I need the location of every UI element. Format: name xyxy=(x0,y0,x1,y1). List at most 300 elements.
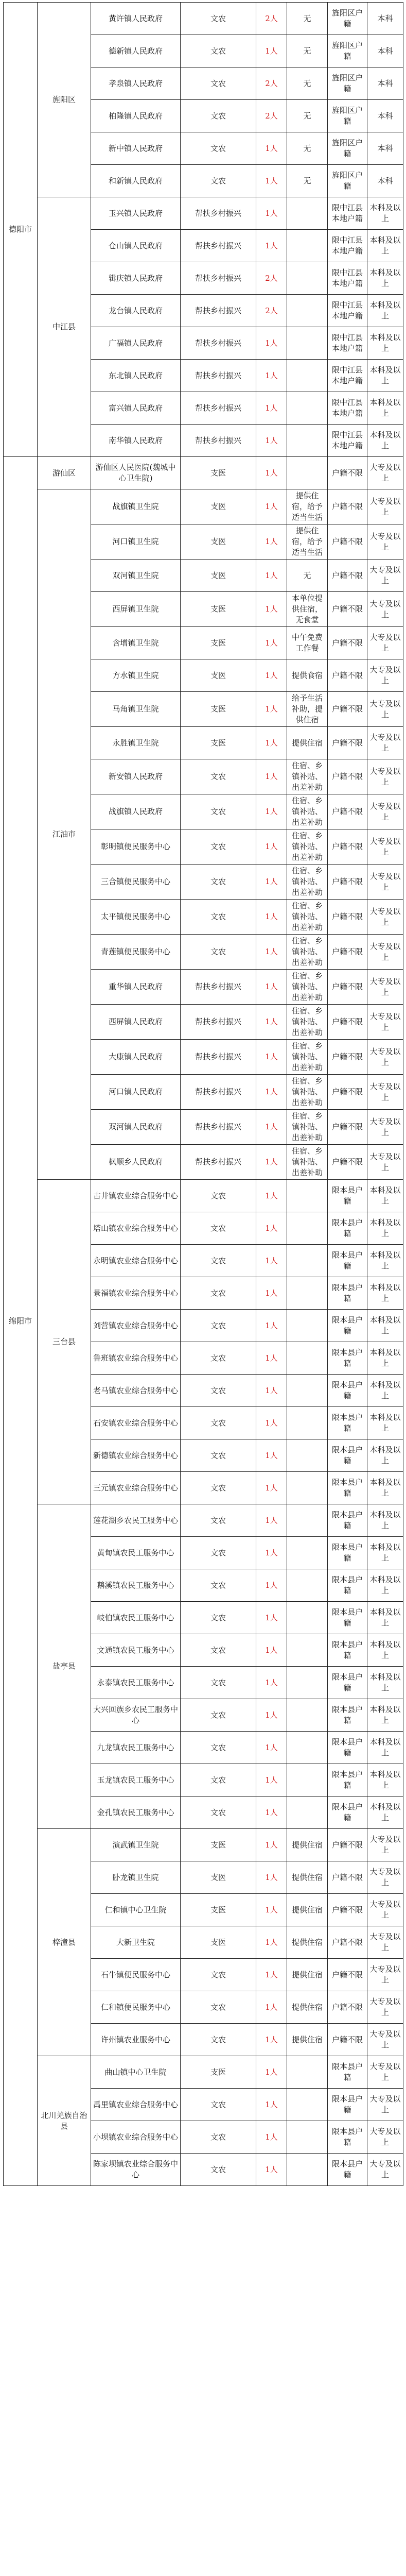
county-cell: 梓潼县 xyxy=(38,1829,91,2056)
treatment-cell: 住宿、乡镇补贴、出差补助 xyxy=(287,935,328,970)
treatment-cell xyxy=(287,1245,328,1277)
education-cell: 本科及以上 xyxy=(367,1407,403,1439)
education-cell: 本科 xyxy=(367,67,403,100)
education-cell: 大专及以上 xyxy=(367,1959,403,1991)
treatment-cell: 提供住宿，给予适当生活 xyxy=(287,524,328,560)
unit-cell: 广福镇人民政府 xyxy=(91,327,181,360)
education-cell: 大专及以上 xyxy=(367,935,403,970)
education-cell: 本科及以上 xyxy=(367,1375,403,1407)
count-cell: 1人 xyxy=(256,1040,287,1075)
unit-cell: 双河镇人民政府 xyxy=(91,1110,181,1145)
education-cell: 大专及以上 xyxy=(367,1075,403,1110)
count-cell: 1人 xyxy=(256,1732,287,1764)
hukou-cell: 户籍不限 xyxy=(328,1040,367,1075)
count-cell: 1人 xyxy=(256,1764,287,1797)
count-cell: 1人 xyxy=(256,524,287,560)
treatment-cell: 住宿、乡镇补贴、出差补助 xyxy=(287,1005,328,1040)
education-cell: 本科及以上 xyxy=(367,425,403,457)
hukou-cell: 限中江县本地户籍 xyxy=(328,327,367,360)
treatment-cell: 无 xyxy=(287,3,328,35)
unit-cell: 三合镇便民服务中心 xyxy=(91,865,181,900)
hukou-cell: 户籍不限 xyxy=(328,524,367,560)
education-cell: 本科及以上 xyxy=(367,1212,403,1245)
education-cell: 大专及以上 xyxy=(367,659,403,692)
post-type-cell: 文农 xyxy=(181,1991,256,2024)
post-type-cell: 支医 xyxy=(181,1861,256,1894)
count-cell: 1人 xyxy=(256,865,287,900)
count-cell: 1人 xyxy=(256,794,287,829)
unit-cell: 青莲镇便民服务中心 xyxy=(91,935,181,970)
hukou-cell: 限本县户籍 xyxy=(328,2056,367,2089)
education-cell: 大专及以上 xyxy=(367,865,403,900)
table-row xyxy=(4,1180,403,1212)
unit-cell: 小坝镇农业综合服务中心 xyxy=(91,2121,181,2154)
unit-cell: 演武镇卫生院 xyxy=(91,1829,181,1861)
hukou-cell: 限本县户籍 xyxy=(328,1439,367,1472)
count-cell: 1人 xyxy=(256,1472,287,1504)
hukou-cell: 限本县户籍 xyxy=(328,1537,367,1569)
post-type-cell: 文农 xyxy=(181,1569,256,1602)
post-type-cell: 文农 xyxy=(181,1959,256,1991)
education-cell: 本科及以上 xyxy=(367,1537,403,1569)
unit-cell: 新中镇人民政府 xyxy=(91,132,181,165)
unit-cell: 新安镇人民政府 xyxy=(91,759,181,794)
post-type-cell: 支医 xyxy=(181,627,256,659)
hukou-cell: 限本县户籍 xyxy=(328,2089,367,2121)
education-cell: 本科 xyxy=(367,165,403,197)
education-cell: 大专及以上 xyxy=(367,1040,403,1075)
unit-cell: 含增镇卫生院 xyxy=(91,627,181,659)
unit-cell: 西屏镇人民政府 xyxy=(91,1005,181,1040)
post-type-cell: 文农 xyxy=(181,865,256,900)
unit-cell: 刘营镇农业综合服务中心 xyxy=(91,1310,181,1342)
post-type-cell: 帮扶乡村振兴 xyxy=(181,295,256,327)
count-cell: 1人 xyxy=(256,165,287,197)
treatment-cell: 住宿、乡镇补贴、出差补助 xyxy=(287,794,328,829)
treatment-cell xyxy=(287,262,328,295)
post-type-cell: 文农 xyxy=(181,1342,256,1375)
hukou-cell: 限本县户籍 xyxy=(328,1667,367,1699)
count-cell: 1人 xyxy=(256,1145,287,1180)
treatment-cell: 提供住宿 xyxy=(287,1829,328,1861)
hukou-cell: 限本县户籍 xyxy=(328,1602,367,1634)
post-type-cell: 文农 xyxy=(181,1764,256,1797)
hukou-cell: 户籍不限 xyxy=(328,1861,367,1894)
post-type-cell: 支医 xyxy=(181,1894,256,1926)
treatment-cell: 给予生活补助，提供住宿 xyxy=(287,692,328,727)
treatment-cell: 本单位提供住宿，无食堂 xyxy=(287,592,328,627)
hukou-cell: 户籍不限 xyxy=(328,1926,367,1959)
post-type-cell: 支医 xyxy=(181,489,256,524)
education-cell: 本科及以上 xyxy=(367,327,403,360)
education-cell: 本科 xyxy=(367,35,403,67)
education-cell: 本科及以上 xyxy=(367,1797,403,1829)
post-type-cell: 文农 xyxy=(181,1439,256,1472)
education-cell: 本科 xyxy=(367,3,403,35)
unit-cell: 永泰镇农民工服务中心 xyxy=(91,1667,181,1699)
count-cell: 1人 xyxy=(256,1277,287,1310)
hukou-cell: 户籍不限 xyxy=(328,865,367,900)
table-row xyxy=(4,457,403,489)
post-type-cell: 文农 xyxy=(181,1375,256,1407)
unit-cell: 石牛镇便民服务中心 xyxy=(91,1959,181,1991)
unit-cell: 东北镇人民政府 xyxy=(91,360,181,392)
unit-cell: 莲花湖乡农民工服务中心 xyxy=(91,1504,181,1537)
treatment-cell xyxy=(287,197,328,230)
count-cell: 1人 xyxy=(256,327,287,360)
treatment-cell xyxy=(287,1732,328,1764)
treatment-cell xyxy=(287,2089,328,2121)
county-cell: 北川羌族自治县 xyxy=(38,2056,91,2186)
post-type-cell: 帮扶乡村振兴 xyxy=(181,1075,256,1110)
hukou-cell: 户籍不限 xyxy=(328,560,367,592)
post-type-cell: 文农 xyxy=(181,1667,256,1699)
hukou-cell: 限本县户籍 xyxy=(328,2121,367,2154)
count-cell: 1人 xyxy=(256,2121,287,2154)
city-cell: 德阳市 xyxy=(4,3,38,457)
post-type-cell: 文农 xyxy=(181,1407,256,1439)
county-cell: 三台县 xyxy=(38,1180,91,1504)
hukou-cell: 限本县户籍 xyxy=(328,1407,367,1439)
education-cell: 大专及以上 xyxy=(367,524,403,560)
count-cell: 1人 xyxy=(256,1991,287,2024)
unit-cell: 仁和镇便民服务中心 xyxy=(91,1991,181,2024)
treatment-cell xyxy=(287,1439,328,1472)
hukou-cell: 户籍不限 xyxy=(328,1005,367,1040)
hukou-cell: 限中江县本地户籍 xyxy=(328,262,367,295)
hukou-cell: 户籍不限 xyxy=(328,970,367,1005)
unit-cell: 文通镇农民工服务中心 xyxy=(91,1634,181,1667)
treatment-cell xyxy=(287,1634,328,1667)
education-cell: 本科及以上 xyxy=(367,1342,403,1375)
count-cell: 1人 xyxy=(256,970,287,1005)
unit-cell: 游仙区人民医院(魏城中心卫生院) xyxy=(91,457,181,489)
unit-cell: 九龙镇农民工服务中心 xyxy=(91,1732,181,1764)
table-row xyxy=(4,197,403,230)
post-type-cell: 文农 xyxy=(181,1602,256,1634)
treatment-cell: 无 xyxy=(287,35,328,67)
education-cell: 本科及以上 xyxy=(367,1764,403,1797)
hukou-cell: 户籍不限 xyxy=(328,1075,367,1110)
count-cell: 1人 xyxy=(256,1110,287,1145)
treatment-cell xyxy=(287,1180,328,1212)
unit-cell: 新德镇农业综合服务中心 xyxy=(91,1439,181,1472)
post-type-cell: 支医 xyxy=(181,524,256,560)
education-cell: 本科及以上 xyxy=(367,1439,403,1472)
unit-cell: 河口镇人民政府 xyxy=(91,1075,181,1110)
treatment-cell: 提供住宿 xyxy=(287,1991,328,2024)
treatment-cell: 住宿、乡镇补贴、出差补助 xyxy=(287,900,328,935)
table-row xyxy=(4,3,403,35)
count-cell: 1人 xyxy=(256,1075,287,1110)
post-type-cell: 支医 xyxy=(181,2056,256,2089)
unit-cell: 许州镇农业服务中心 xyxy=(91,2024,181,2056)
hukou-cell: 户籍不限 xyxy=(328,627,367,659)
hukou-cell: 限本县户籍 xyxy=(328,1310,367,1342)
count-cell: 2人 xyxy=(256,262,287,295)
unit-cell: 石安镇农业综合服务中心 xyxy=(91,1407,181,1439)
treatment-cell: 提供住宿 xyxy=(287,1861,328,1894)
treatment-cell: 提供住宿 xyxy=(287,727,328,759)
education-cell: 本科及以上 xyxy=(367,1699,403,1732)
post-type-cell: 文农 xyxy=(181,1699,256,1732)
education-cell: 大专及以上 xyxy=(367,627,403,659)
hukou-cell: 户籍不限 xyxy=(328,1145,367,1180)
hukou-cell: 户籍不限 xyxy=(328,592,367,627)
count-cell: 1人 xyxy=(256,1634,287,1667)
education-cell: 本科及以上 xyxy=(367,295,403,327)
table-row xyxy=(4,2056,403,2089)
treatment-cell: 住宿、乡镇补贴、出差补助 xyxy=(287,1040,328,1075)
unit-cell: 塔山镇农业综合服务中心 xyxy=(91,1212,181,1245)
hukou-cell: 限本县户籍 xyxy=(328,1797,367,1829)
education-cell: 大专及以上 xyxy=(367,1894,403,1926)
county-cell: 旌阳区 xyxy=(38,3,91,197)
treatment-cell xyxy=(287,360,328,392)
post-type-cell: 文农 xyxy=(181,1504,256,1537)
post-type-cell: 文农 xyxy=(181,1732,256,1764)
unit-cell: 岐伯镇农民工服务中心 xyxy=(91,1602,181,1634)
hukou-cell: 限中江县本地户籍 xyxy=(328,295,367,327)
treatment-cell xyxy=(287,1342,328,1375)
count-cell: 1人 xyxy=(256,197,287,230)
hukou-cell: 限本县户籍 xyxy=(328,2154,367,2186)
unit-cell: 老马镇农业综合服务中心 xyxy=(91,1375,181,1407)
post-type-cell: 文农 xyxy=(181,3,256,35)
education-cell: 大专及以上 xyxy=(367,2154,403,2186)
unit-cell: 大康镇人民政府 xyxy=(91,1040,181,1075)
education-cell: 本科及以上 xyxy=(367,360,403,392)
treatment-cell: 无 xyxy=(287,560,328,592)
education-cell: 大专及以上 xyxy=(367,489,403,524)
hukou-cell: 限中江县本地户籍 xyxy=(328,360,367,392)
education-cell: 本科 xyxy=(367,132,403,165)
count-cell: 1人 xyxy=(256,230,287,262)
count-cell: 1人 xyxy=(256,560,287,592)
post-type-cell: 帮扶乡村振兴 xyxy=(181,197,256,230)
treatment-cell: 住宿、乡镇补贴、出差补助 xyxy=(287,865,328,900)
count-cell: 1人 xyxy=(256,425,287,457)
hukou-cell: 旌阳区户籍 xyxy=(328,132,367,165)
post-type-cell: 文农 xyxy=(181,2089,256,2121)
unit-cell: 鲁班镇农业综合服务中心 xyxy=(91,1342,181,1375)
unit-cell: 龙台镇人民政府 xyxy=(91,295,181,327)
treatment-cell xyxy=(287,1472,328,1504)
hukou-cell: 户籍不限 xyxy=(328,489,367,524)
education-cell: 本科及以上 xyxy=(367,197,403,230)
count-cell: 1人 xyxy=(256,2024,287,2056)
hukou-cell: 限本县户籍 xyxy=(328,1699,367,1732)
education-cell: 大专及以上 xyxy=(367,1861,403,1894)
count-cell: 1人 xyxy=(256,1537,287,1569)
treatment-cell: 提供住宿 xyxy=(287,1894,328,1926)
education-cell: 大专及以上 xyxy=(367,2024,403,2056)
hukou-cell: 限中江县本地户籍 xyxy=(328,230,367,262)
unit-cell: 枫顺乡人民政府 xyxy=(91,1145,181,1180)
unit-cell: 太平镇便民服务中心 xyxy=(91,900,181,935)
unit-cell: 柏隆镇人民政府 xyxy=(91,100,181,132)
count-cell: 1人 xyxy=(256,1504,287,1537)
count-cell: 1人 xyxy=(256,1342,287,1375)
hukou-cell: 限本县户籍 xyxy=(328,1634,367,1667)
education-cell: 大专及以上 xyxy=(367,2056,403,2089)
county-cell: 盐亭县 xyxy=(38,1504,91,1829)
post-type-cell: 文农 xyxy=(181,1180,256,1212)
education-cell: 大专及以上 xyxy=(367,759,403,794)
unit-cell: 马角镇卫生院 xyxy=(91,692,181,727)
treatment-cell: 提供住宿 xyxy=(287,2024,328,2056)
treatment-cell: 无 xyxy=(287,165,328,197)
post-type-cell: 支医 xyxy=(181,692,256,727)
treatment-cell xyxy=(287,1212,328,1245)
count-cell: 1人 xyxy=(256,1797,287,1829)
treatment-cell xyxy=(287,2154,328,2186)
hukou-cell: 户籍不限 xyxy=(328,900,367,935)
count-cell: 1人 xyxy=(256,1667,287,1699)
treatment-cell: 无 xyxy=(287,100,328,132)
post-type-cell: 文农 xyxy=(181,35,256,67)
education-cell: 本科及以上 xyxy=(367,1310,403,1342)
education-cell: 本科及以上 xyxy=(367,1504,403,1537)
post-type-cell: 支医 xyxy=(181,1926,256,1959)
count-cell: 1人 xyxy=(256,489,287,524)
unit-cell: 玉兴镇人民政府 xyxy=(91,197,181,230)
unit-cell: 卧龙镇卫生院 xyxy=(91,1861,181,1894)
post-type-cell: 文农 xyxy=(181,794,256,829)
treatment-cell xyxy=(287,230,328,262)
hukou-cell: 户籍不限 xyxy=(328,2024,367,2056)
count-cell: 1人 xyxy=(256,692,287,727)
treatment-cell xyxy=(287,1537,328,1569)
hukou-cell: 限本县户籍 xyxy=(328,1375,367,1407)
hukou-cell: 限中江县本地户籍 xyxy=(328,392,367,425)
post-type-cell: 文农 xyxy=(181,1212,256,1245)
treatment-cell xyxy=(287,2121,328,2154)
post-type-cell: 支医 xyxy=(181,457,256,489)
unit-cell: 方水镇卫生院 xyxy=(91,659,181,692)
unit-cell: 战旗镇卫生院 xyxy=(91,489,181,524)
table-body xyxy=(4,3,403,2186)
unit-cell: 和新镇人民政府 xyxy=(91,165,181,197)
post-type-cell: 帮扶乡村振兴 xyxy=(181,970,256,1005)
count-cell: 1人 xyxy=(256,1439,287,1472)
count-cell: 1人 xyxy=(256,900,287,935)
treatment-cell xyxy=(287,1699,328,1732)
post-type-cell: 支医 xyxy=(181,727,256,759)
post-type-cell: 支医 xyxy=(181,560,256,592)
post-type-cell: 文农 xyxy=(181,1245,256,1277)
table-row xyxy=(4,489,403,524)
count-cell: 1人 xyxy=(256,727,287,759)
post-type-cell: 帮扶乡村振兴 xyxy=(181,230,256,262)
unit-cell: 黄许镇人民政府 xyxy=(91,3,181,35)
treatment-cell xyxy=(287,457,328,489)
city-cell: 绵阳市 xyxy=(4,457,38,2186)
count-cell: 1人 xyxy=(256,360,287,392)
hukou-cell: 户籍不限 xyxy=(328,727,367,759)
education-cell: 大专及以上 xyxy=(367,1110,403,1145)
post-type-cell: 帮扶乡村振兴 xyxy=(181,392,256,425)
education-cell: 大专及以上 xyxy=(367,1829,403,1861)
count-cell: 1人 xyxy=(256,1959,287,1991)
treatment-cell: 住宿、乡镇补贴、出差补助 xyxy=(287,1110,328,1145)
hukou-cell: 户籍不限 xyxy=(328,1991,367,2024)
treatment-cell: 住宿、乡镇补贴、出差补助 xyxy=(287,759,328,794)
hukou-cell: 户籍不限 xyxy=(328,1959,367,1991)
education-cell: 大专及以上 xyxy=(367,560,403,592)
count-cell: 1人 xyxy=(256,1699,287,1732)
education-cell: 大专及以上 xyxy=(367,1145,403,1180)
post-type-cell: 帮扶乡村振兴 xyxy=(181,1110,256,1145)
treatment-cell xyxy=(287,1602,328,1634)
count-cell: 1人 xyxy=(256,1861,287,1894)
treatment-cell xyxy=(287,1764,328,1797)
table-row xyxy=(4,1829,403,1861)
unit-cell: 景福镇农业综合服务中心 xyxy=(91,1277,181,1310)
treatment-cell: 住宿、乡镇补贴、出差补助 xyxy=(287,1075,328,1110)
unit-cell: 德新镇人民政府 xyxy=(91,35,181,67)
education-cell: 大专及以上 xyxy=(367,457,403,489)
unit-cell: 永明镇农业综合服务中心 xyxy=(91,1245,181,1277)
unit-cell: 仓山镇人民政府 xyxy=(91,230,181,262)
unit-cell: 仁和镇中心卫生院 xyxy=(91,1894,181,1926)
count-cell: 1人 xyxy=(256,935,287,970)
table-row xyxy=(4,1504,403,1537)
unit-cell: 大兴回族乡农民工服务中心 xyxy=(91,1699,181,1732)
education-cell: 本科及以上 xyxy=(367,1732,403,1764)
count-cell: 1人 xyxy=(256,659,287,692)
count-cell: 1人 xyxy=(256,1569,287,1602)
unit-cell: 双河镇卫生院 xyxy=(91,560,181,592)
post-type-cell: 文农 xyxy=(181,2154,256,2186)
count-cell: 2人 xyxy=(256,67,287,100)
education-cell: 本科及以上 xyxy=(367,392,403,425)
education-cell: 大专及以上 xyxy=(367,829,403,865)
hukou-cell: 限本县户籍 xyxy=(328,1342,367,1375)
hukou-cell: 限本县户籍 xyxy=(328,1245,367,1277)
education-cell: 本科及以上 xyxy=(367,1602,403,1634)
unit-cell: 金孔镇农民工服务中心 xyxy=(91,1797,181,1829)
education-cell: 大专及以上 xyxy=(367,692,403,727)
post-type-cell: 帮扶乡村振兴 xyxy=(181,1145,256,1180)
education-cell: 大专及以上 xyxy=(367,900,403,935)
unit-cell: 三元镇农业综合服务中心 xyxy=(91,1472,181,1504)
treatment-cell xyxy=(287,1375,328,1407)
treatment-cell: 中午免费工作餐 xyxy=(287,627,328,659)
post-type-cell: 帮扶乡村振兴 xyxy=(181,425,256,457)
post-type-cell: 支医 xyxy=(181,659,256,692)
hukou-cell: 限本县户籍 xyxy=(328,1472,367,1504)
treatment-cell xyxy=(287,1310,328,1342)
count-cell: 2人 xyxy=(256,295,287,327)
hukou-cell: 户籍不限 xyxy=(328,1894,367,1926)
education-cell: 大专及以上 xyxy=(367,1991,403,2024)
education-cell: 大专及以上 xyxy=(367,1926,403,1959)
count-cell: 1人 xyxy=(256,1602,287,1634)
post-type-cell: 支医 xyxy=(181,592,256,627)
county-cell: 江油市 xyxy=(38,489,91,1180)
count-cell: 1人 xyxy=(256,1926,287,1959)
unit-cell: 彰明镇便民服务中心 xyxy=(91,829,181,865)
education-cell: 大专及以上 xyxy=(367,970,403,1005)
post-type-cell: 帮扶乡村振兴 xyxy=(181,262,256,295)
education-cell: 本科及以上 xyxy=(367,1569,403,1602)
treatment-cell xyxy=(287,1504,328,1537)
post-type-cell: 文农 xyxy=(181,1277,256,1310)
post-type-cell: 文农 xyxy=(181,2024,256,2056)
post-type-cell: 文农 xyxy=(181,935,256,970)
hukou-cell: 户籍不限 xyxy=(328,1110,367,1145)
